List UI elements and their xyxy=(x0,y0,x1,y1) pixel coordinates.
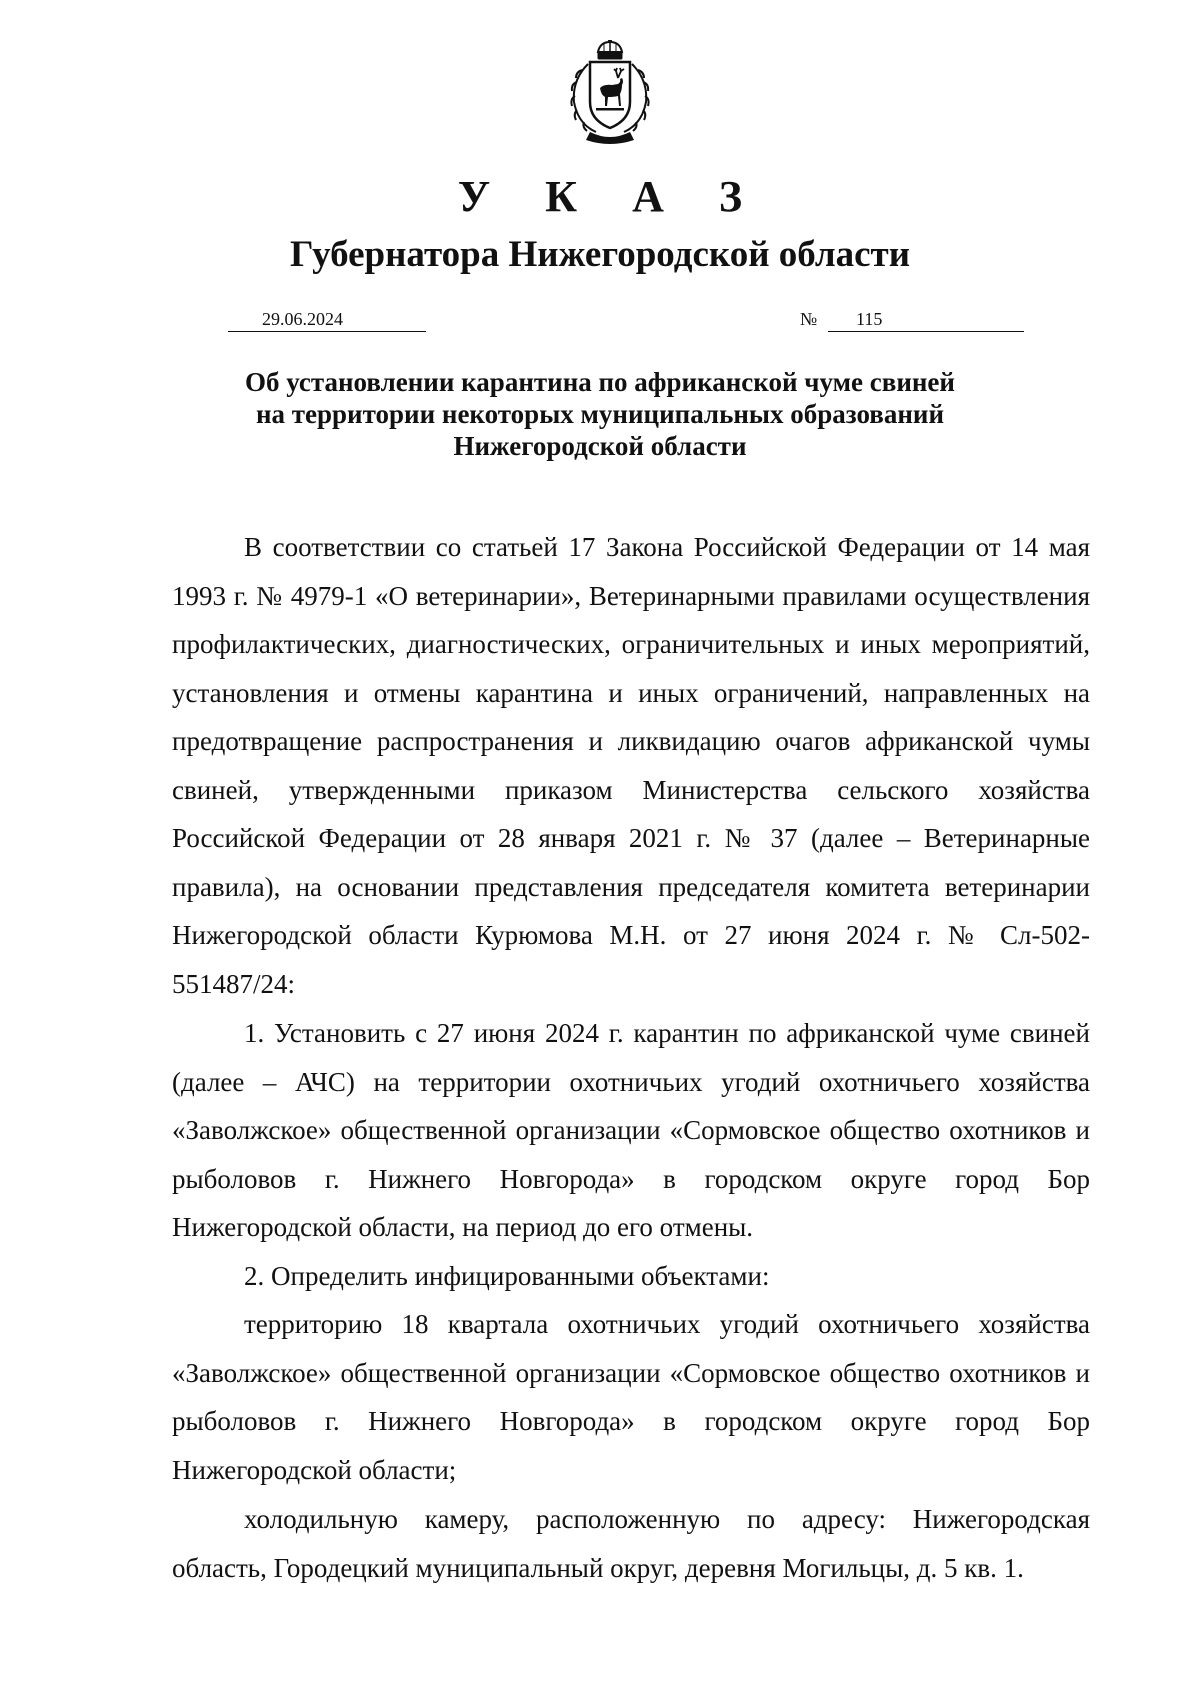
subject-line-1: Об установлении карантина по африканской чуме свиней xyxy=(245,367,955,397)
paragraph-item-1: 1. Установить с 27 июня 2024 г. карантин по африканской чуме свиней (далее – АЧС) на территории охотничьих угодий охотничьего хозяйства «Заволжское» общественной организации «Сормовское общество охотников и рыболовов г. Нижнего Новгорода» в городском округе город Бор Нижегородской области, на период до его отмены. xyxy=(172,1018,1090,1242)
paragraph-infected-cold-storage: холодильную камеру, расположенную по адресу: Нижегородская область, Городецкий муниципальный округ, деревня Могильцы, д. 5 кв. 1. xyxy=(172,1504,1090,1583)
coat-of-arms-icon xyxy=(560,40,660,145)
paragraph-preamble: В соответствии со статьей 17 Закона Российской Федерации от 14 мая 1993 г. № 4979-1 «О ветеринарии», Ветеринарными правилами осуществления профилактических, диагностических, ограничительных и иных мероприятий, установления и отмены карантина и иных ограничений, направленных на предотвращение распространения и ликвидацию очагов африканской чумы свиней, утвержденными приказом Министерства сельского хозяйства Российской Федерации от 28 января 2021 г. № 37 (далее – Ветеринарные правила), на основании представления председателя комитета ветеринарии Нижегородской области Курюмова М.Н. от 27 июня 2024 г. № Сл-502-551487/24: xyxy=(172,532,1090,999)
issuer-heading: Губернатора Нижегородской области xyxy=(289,234,911,275)
document-number: 115 xyxy=(828,308,1024,332)
document-type-heading: У К А З xyxy=(457,172,765,221)
subject-line-3: Нижегородской области xyxy=(453,431,747,461)
paragraph-infected-territory: территорию 18 квартала охотничьих угодий охотничьего хозяйства «Заволжское» общественной организации «Сормовское общество охотников и рыболовов г. Нижнего Новгорода» в городском округе город Бор Нижегородской области; xyxy=(172,1309,1090,1485)
document-number-label: № xyxy=(800,309,818,329)
document-date: 29.06.2024 xyxy=(228,308,426,332)
subject-line-2: на территории некоторых муниципальных образований xyxy=(255,399,945,429)
coat-of-arms-emblem xyxy=(560,40,660,145)
document-subject xyxy=(0,366,1200,462)
paragraph-item-2: 2. Определить инфицированными объектами: xyxy=(244,1261,770,1291)
